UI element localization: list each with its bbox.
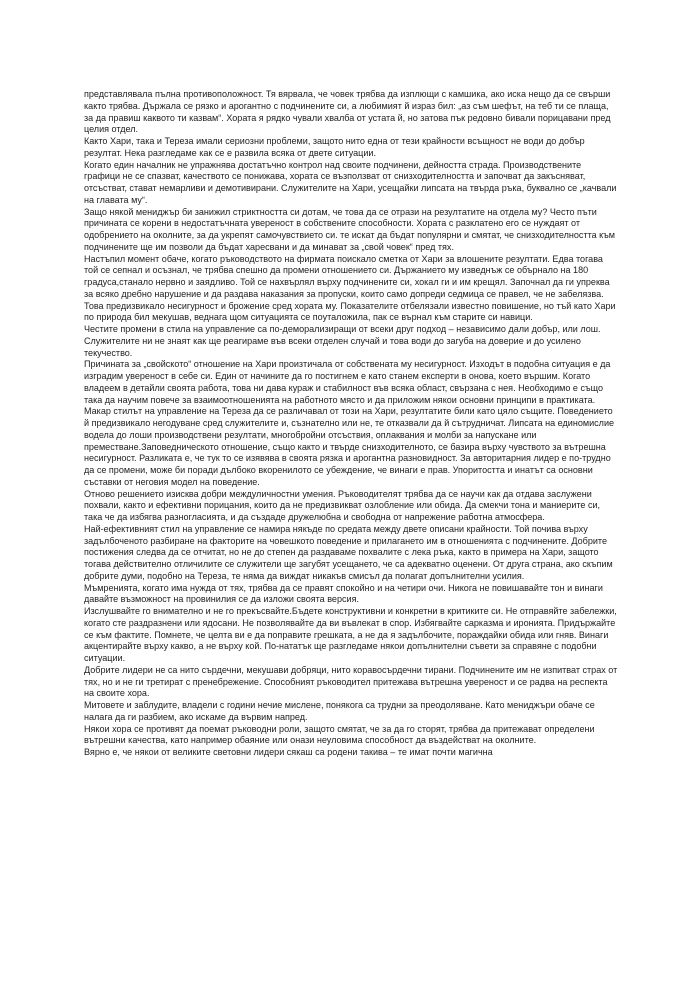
paragraph: Макар стилът на управление на Тереза да се различавал от този на Хари, резултатите били като цяло същите. Поведението й предизвикало негодуване сред служителите и, съзнателно или не, те отказвали да й сътрудничат. Липсата на единомислие водела до лоши производствени резултати, многобройни отсъствия, оплаквания и молби за напускане или преместване.Заповедническото отношение, също както и твърде снизходителното, се базира върху чувството за вътрешна несигурност. Разликата е, че тук то се изявява в своята рязка и арогантна разновидност. За авторитарния лидер е по-трудно да се промени, може би поради дълбоко вкоренилото се убеждение, че винаги е прав. Упоритостта и инатът са основни съставки от неговия модел на поведение. xyxy=(84,406,615,487)
paragraph: Някои хора се противят да поемат ръководни роли, защото смятат, че за да го сторят, трябва да притежават определени вътрешни качества, като например обаяние или онази неуловима способност да въздействат на околните. xyxy=(84,723,595,746)
paragraph: Мъмренията, когато има нужда от тях, трябва да се правят спокойно и на четири очи. Никога не повишавайте тон и винаги давайте възможност на провинилия се да изложи своята версия. xyxy=(84,582,603,605)
paragraph: Добрите лидери не са нито сърдечни, мекушави добряци, нито коравосърдечни тирани. Подчинените им не изпитват страх от тях, но и не ги третират с пренебрежение. Способният ръководител притежава вътрешна увереност и се радва на респекта на своите хора. xyxy=(84,664,618,699)
paragraph: Както Хари, така и Тереза имали сериозни проблеми, защото нито една от тези крайности всъщност не води до добър резултат. Нека разгледаме как се е развила всяка от двете ситуации. xyxy=(84,136,585,158)
paragraph: Отново решението изисква добри междуличностни умения. Ръководителят трябва да се научи как да отдава заслужени похвали, както и ефективни порицания, които да не предизвикват озлобление или обида. Да смекчи тона и маниерите си, така че да избягва разногласията, и да създаде дружелюбна и свободна от напрежение работна атмосфера. xyxy=(84,488,601,522)
paragraph: Защо някой мениджър би занижил стриктността си дотам, че това да се отрази на резултатите на отдела му? Често пъти причината се корени в недостатъчната увереност в собствените способности. Хората с разклатено его се нуждаят от одобрението на околните, за да укрепят самочувствието си. те искат да бъдат популярни и смятат, че снизходителността към подчинените ще им позволи да бъдат харесвани и да минават за „свой човек“ пред тях. xyxy=(84,206,616,252)
paragraph: Причината за „свойското“ отношение на Хари произтичала от собствената му несигурност. Изходът в подобна ситуация е да изградим увереност в себе си. Един от начините да го постигнем е като станем експерти в онова, което вършим. Когато владеем в детайли своята работа, това ни дава кураж и стабилност във всяка област, свързана с нея. Необходимо е също така да научим повече за взаимоотношенията на работното място и да приложим някои основни принципи в практиката. xyxy=(84,359,611,405)
paragraph: Изслушвайте го внимателно и не го прекъсвайте.Бъдете конструктивни и конкретни в критиките си. Не отправяйте забележки, когато сте раздразнени или ядосани. Не позволявайте да ви въвлекат в спор. Избягвайте сарказма и иронията. Придържайте се към фактите. Помнете, че целта ви е да поправите грешката, а не да я задълбочите, пораждайки обида или гняв. Винаги акцентирайте върху какво, а не върху кой. По-нататък ще разгледаме някои допълнителни съвети за справяне с подобни ситуации. xyxy=(84,606,617,663)
paragraph: Митовете и заблудите, владели с години нечие мислене, понякога са трудни за преодоляване. Като мениджъри обаче се налага да ги разбием, ако искаме да вървим напред. xyxy=(84,700,595,722)
paragraph: Когато един началник не упражнява достатъчно контрол над своите подчинени, дейността страда. Производствените графици не се спазват, качеството се понижава, хората се възползват от снизходителността и започват да закъсняват, отсъстват, стават немарливи и демотивирани. Служителите на Хари, усещайки липсата на твърда ръка, буквално се „качвали на главата му“. xyxy=(84,159,617,205)
paragraph: Вярно е, че някои от великите световни лидери сякаш са родени такива – те имат почти магична xyxy=(84,747,493,757)
paragraph: Честите промени в стила на управление са по-деморализиращи от всеки друг подход – независимо дали добър, или лош. Служителите ни не знаят как ще реагираме във всеки отделен случай и това води до загуба на доверие и до усилено текучество. xyxy=(84,324,601,358)
paragraph: Най-ефективният стил на управление се намира някъде по средата между двете описани крайности. Той почива върху задълбоченото разбиране на факторите на човешкото поведение и прилагането им в отношенията с подчинените. Добрите постижения следва да се отчитат, но не до степен да раздаваме похвалите с лека ръка, както в примера на Хари, защото тогава действително отличилите се служители ще загубят усещането, че са адекватно оценени. От друга страна, ако скъпим добрите думи, подобно на Тереза, те няма да виждат никакъв смисъл да полагат допълнителни усилия. xyxy=(84,523,613,581)
paragraph: Настъпил момент обаче, когато ръководството на фирмата поискало сметка от Хари за влошените резултати. Едва тогава той се сепнал и осъзнал, че трябва спешно да промени отношението си. Държанието му изведнъж се обърнало на 180 градуса,станало нервно и заядливо. Той се нахвърлял върху подчинените си, хокал ги и им крещял. Започнал да ги упреква за всяко дребно нарушение и да раздава наказания за пропуски, които само допреди седмица се правел, че не забелязва. Това предизвикало несигурност и брожение сред хората му. Показателите отбелязали известно повишение, но тъй като Хари по природа бил мекушав, веднага щом ситуацията се поуталожила, пак се върнал към старите си навици. xyxy=(84,253,616,323)
paragraph: представлявала пълна противоположност. Тя вярвала, че човек трябва да изплющи с камшика, ако иска нещо да се свърши както трябва. Държала се рязко и арогантно с подчинените си, а любимият й израз бил: „аз съм шефът, на теб ти се плаща, за да правиш каквото ти казвам“. Хората я рядко чували хвалба от устата й, но затова пък редовно бивали порицавани пред целия отдел. xyxy=(84,89,611,135)
document-body xyxy=(84,89,618,759)
